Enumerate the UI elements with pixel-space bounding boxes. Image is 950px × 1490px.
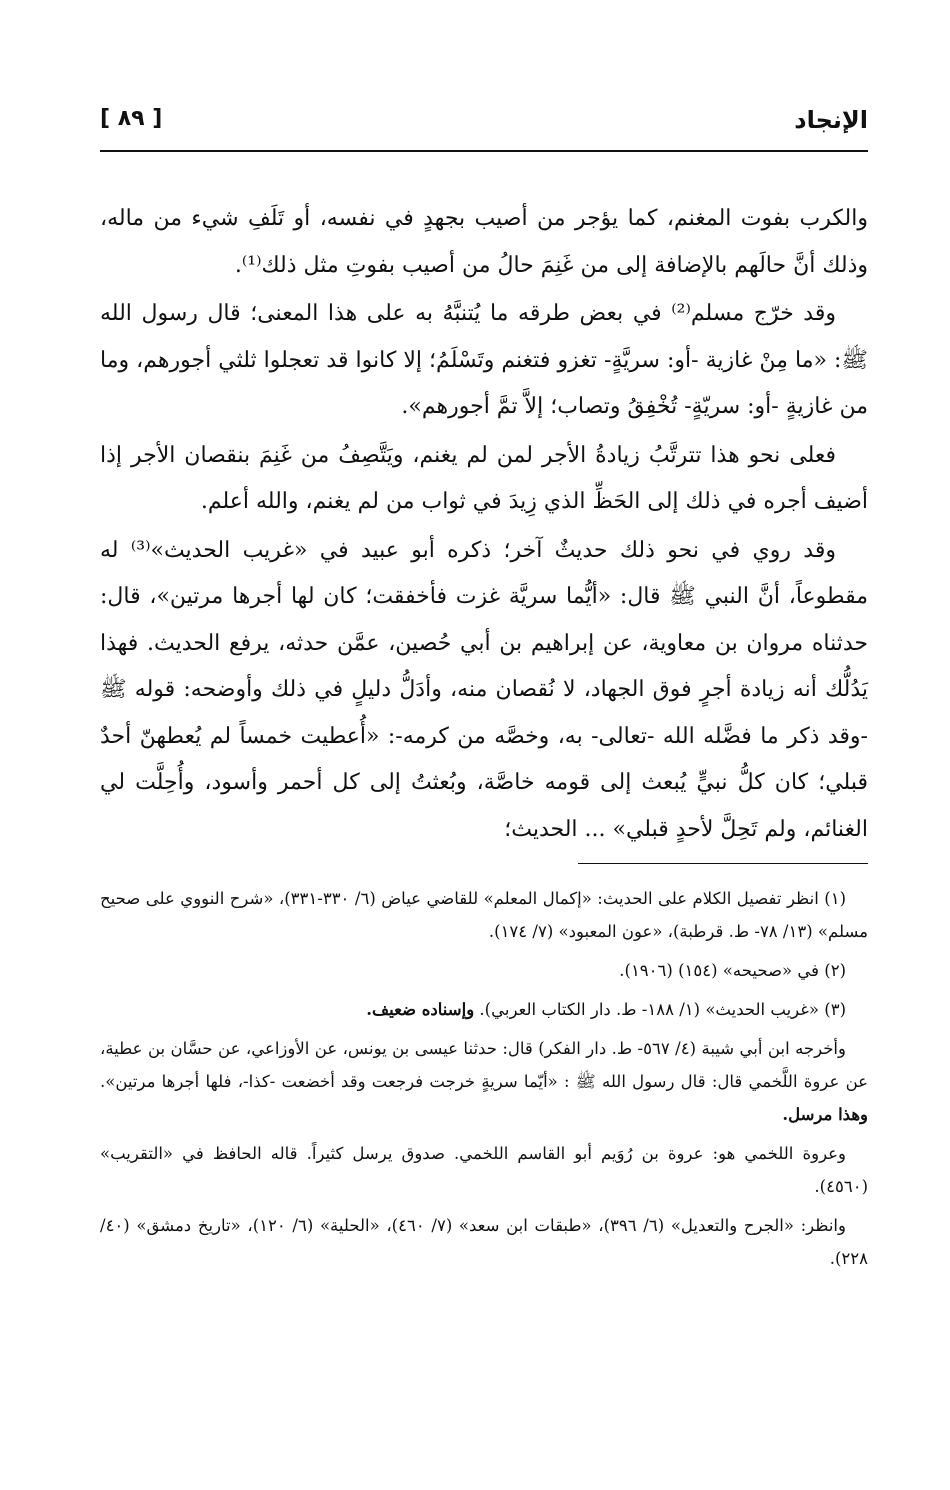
- paragraph: والكرب بفوت المغنم، كما يؤجر من أصيب بجهدٍ في نفسه، أو تَلَفِ شيء من ماله، وذلك أنَّ حالَهم بالإضافة إلى من غَنِمَ حالُ من أصيب بفوتِ مثل ذلك⁽¹⁾.: [100, 206, 868, 278]
- footnotes: [100, 882, 868, 1275]
- book-page: [100, 100, 868, 1281]
- paragraph: فعلى نحو هذا تترتَّبُ زيادةُ الأجر لمن لم يغنم، ويَتَّصِفُ من غَنِمَ بنقصان الأجر إذا أضيف أجره في ذلك إلى الحَظِّ الذي زِيدَ في ثواب من لم يغنم، والله أعلم.: [100, 442, 868, 514]
- footnote: (١) انظر تفصيل الكلام على الحديث: «إكمال المعلم» للقاضي عياض (٦/ ٣٣٠-٣٣١)، «شرح النووي على صحيح مسلم» (١٣/ ٧٨- ط. قرطبة)، «عون المعبود» (٧/ ١٧٤).: [100, 889, 868, 941]
- footnote: وعروة اللخمي هو: عروة بن رُوَيم أبو القاسم اللخمي. صدوق يرسل كثيراً. قاله الحافظ في «التقريب» (٤٥٦٠).: [100, 1144, 868, 1196]
- running-title: الإنجاد: [794, 106, 868, 134]
- paragraph: وقد خرّج مسلم⁽²⁾ في بعض طرقه ما يُتنبَّهُ به على هذا المعنى؛ قال رسول الله ﷺ: «ما مِنْ غازية -أو: سريَّةٍ- تغزو فتغنم وتَسْلَمُ؛ إلا كانوا قد تعجلوا ثلثي أجورهم، وما من غازيةٍ -أو: سريّةٍ- تُخْفِقُ وتصاب؛ إلاَّ تمَّ أجورهم».: [100, 301, 868, 419]
- footnote: (٢) في «صحيحه» (١٥٤) (١٩٠٦).: [619, 961, 846, 980]
- footnote-separator: [578, 863, 868, 864]
- main-text: [100, 196, 868, 853]
- footnote-text: وأخرجه ابن أبي شيبة (٤/ ٥٦٧- ط. دار الفكر) قال: حدثنا عيسى بن يونس، عن الأوزاعي، عن حسَّان بن عطية، عن عروة اللَّخمي قال: قال رسول الله ﷺ : «أيّما سريةٍ خرجت فرجعت وقد أخضعت -كذا-، فلها أجرها مرتين».: [100, 1039, 868, 1091]
- footnote: [100, 993, 868, 1026]
- footnote: [100, 1032, 868, 1131]
- footnote-text: (٣) «غريب الحديث» (١/ ١٨٨- ط. دار الكتاب العربي).: [479, 1000, 846, 1019]
- footnote: وانظر: «الجرح والتعديل» (٦/ ٣٩٦)، «طبقات ابن سعد» (٧/ ٤٦٠)، «الحلية» (٦/ ١٢٠)، «تاريخ دمشق» (٤٠/ ٢٢٨).: [100, 1216, 868, 1268]
- paragraph: وقد روي في نحو ذلك حديثٌ آخر؛ ذكره أبو عبيد في «غريب الحديث»⁽³⁾ له مقطوعاً، أنَّ النبي ﷺ قال: «أيُّما سريَّة غزت فأخفقت؛ كان لها أجرها مرتين»، قال: حدثناه مروان بن معاوية، عن إبراهيم بن أبي حُصين، عمَّن حدثه، يرفع الحديث. فهذا يَدُلُّك أنه زيادة أجرٍ فوق الجهاد، لا نُقصان منه، وأدَلُّ دليلٍ في ذلك وأوضحه: قوله ﷺ -وقد ذكر ما فضَّله الله -تعالى- به، وخصَّه من كرمه-: «أُعطيت خمساً لم يُعطهنّ أحدٌ قبلي؛ كان كلُّ نبيٍّ يُبعث إلى قومه خاصَّة، وبُعثتُ إلى كل أحمر وأسود، وأُحِلَّت لي الغنائم، ولم تَحِلَّ لأحدٍ قبلي» ... الحديث؛: [100, 537, 868, 842]
- footnote-emphasis: وهذا مرسل.: [782, 1105, 868, 1124]
- footnote-emphasis: وإسناده ضعيف.: [366, 1000, 475, 1019]
- page-number: [ ٨٩ ]: [100, 106, 163, 131]
- page-header: [100, 100, 868, 150]
- header-rule: [100, 150, 868, 152]
